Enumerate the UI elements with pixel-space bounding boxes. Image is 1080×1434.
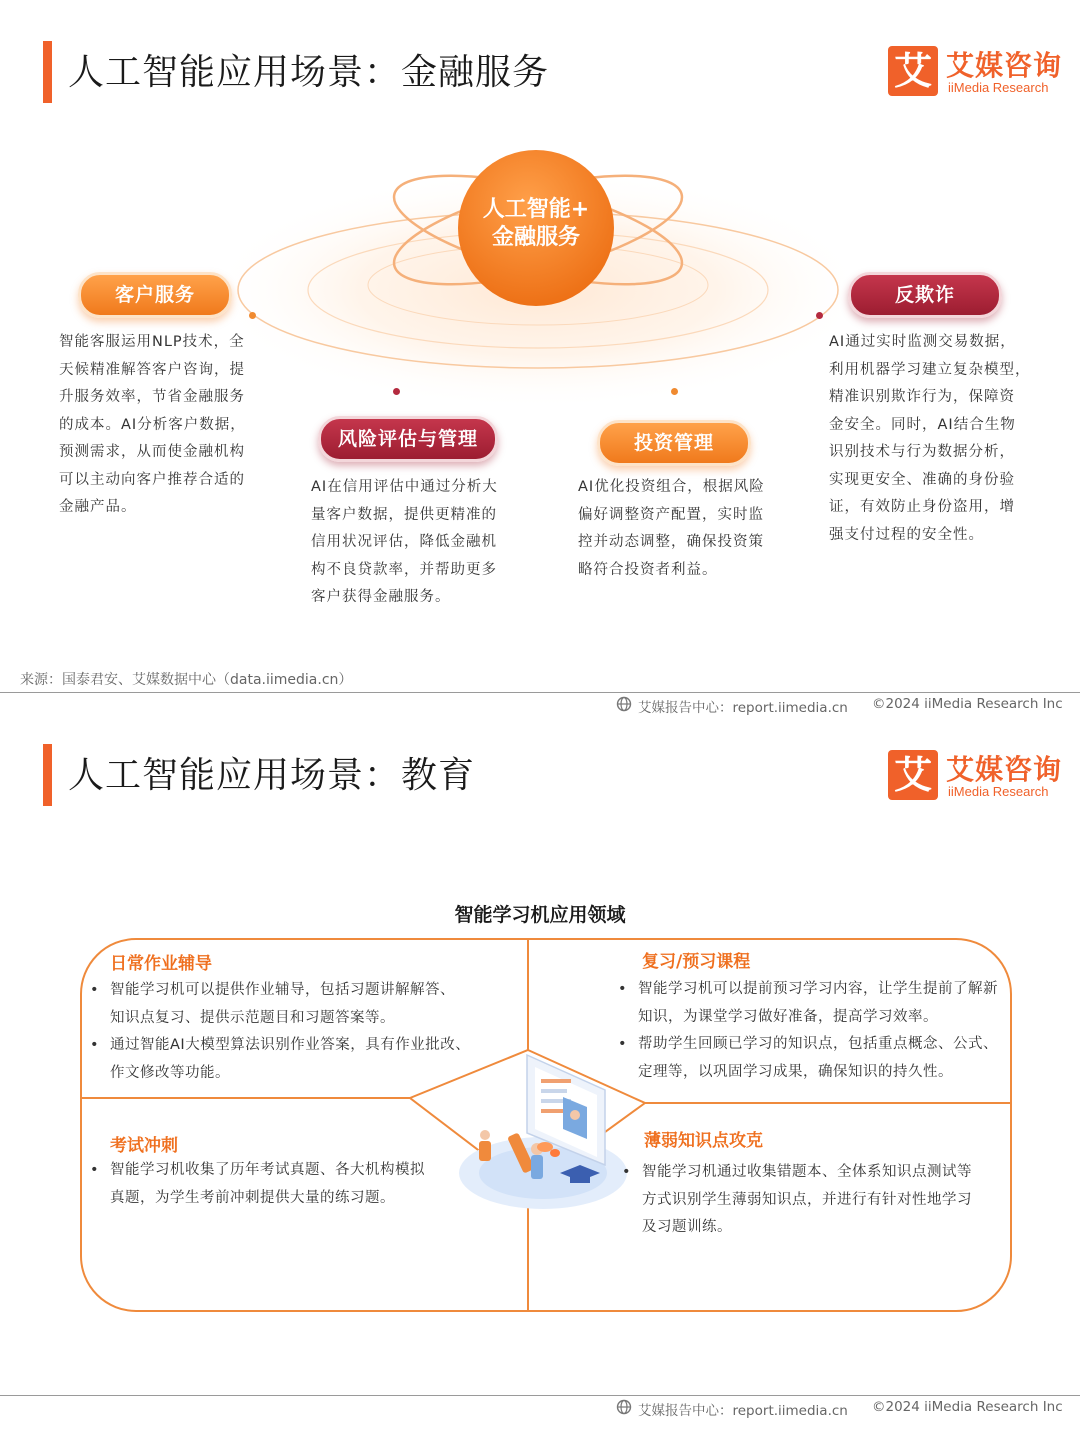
page-title-finance: 人工智能应用场景：金融服务 bbox=[68, 52, 550, 93]
text-line: 略符合投资者利益。 bbox=[578, 561, 718, 578]
text-line: 定理等，以巩固学习成果，确保知识的持久性。 bbox=[638, 1063, 953, 1080]
pill-anti-fraud: 反欺诈 bbox=[848, 272, 1002, 318]
text-line: 识别技术与行为数据分析， bbox=[829, 444, 1015, 460]
list-item bbox=[82, 977, 502, 1032]
text-line: • 智能学习机可以提前预习学习内容，让学生提前了解新 bbox=[638, 981, 998, 997]
brand-mark-icon: 艾 bbox=[888, 750, 938, 800]
quadrant-exam-list bbox=[82, 1157, 462, 1212]
text-line: 实现更安全、准确的身份验 bbox=[829, 471, 1015, 488]
brand-name-cn: 艾媒咨询 bbox=[946, 49, 1063, 82]
center-label-line2: 金融服务 bbox=[491, 225, 580, 250]
quadrant-weakpoints-title: 薄弱知识点攻克 bbox=[644, 1131, 763, 1151]
orbit-dot bbox=[249, 312, 256, 319]
investment-management-text bbox=[578, 474, 778, 584]
brand-name-cn: 艾媒咨询 bbox=[946, 753, 1063, 786]
brand-logo bbox=[888, 750, 1068, 806]
text-line: 知识，为课堂学习做好准备，提高学习效率。 bbox=[638, 1008, 938, 1025]
text-line: 客户获得金融服务。 bbox=[311, 589, 451, 605]
quadrant-weakpoints-list bbox=[614, 1159, 1004, 1242]
text-line: 知识点复习、提供示范题目和习题答案等。 bbox=[110, 1009, 395, 1026]
pill-customer-service: 客户服务 bbox=[78, 272, 232, 318]
orbit-dot bbox=[816, 312, 823, 319]
list-item bbox=[610, 1031, 1010, 1086]
text-line: 强支付过程的安全性。 bbox=[829, 526, 984, 543]
source-note: 来源：国泰君安、艾媒数据中心（data.iimedia.cn） bbox=[20, 672, 353, 688]
footer-divider bbox=[0, 1395, 1080, 1396]
text-line: 信用状况评估，降低金融机 bbox=[311, 534, 497, 550]
text-line: 智能客服运用NLP技术，全 bbox=[59, 334, 245, 350]
brand-name-en: iiMedia Research bbox=[948, 80, 1049, 95]
text-line: 升服务效率，节省金融服务 bbox=[59, 389, 245, 405]
footer-divider bbox=[0, 692, 1080, 693]
title-accent-bar bbox=[43, 41, 52, 103]
center-label-line1: 人工智能+ bbox=[482, 197, 590, 222]
list-item bbox=[82, 1032, 502, 1087]
text-line: 方式识别学生薄弱知识点，并进行有针对性地学习 bbox=[642, 1191, 972, 1208]
text-line: • 智能学习机可以提供作业辅导，包括习题讲解解答、 bbox=[110, 982, 455, 998]
education-heading: 智能学习机应用领域 bbox=[454, 904, 626, 926]
globe-icon bbox=[616, 696, 632, 712]
customer-service-text bbox=[59, 329, 259, 522]
globe-icon bbox=[616, 1399, 632, 1415]
list-item bbox=[610, 976, 1010, 1031]
text-line: 真题，为学生考前冲刺提供大量的练习题。 bbox=[110, 1189, 395, 1206]
brand-mark-icon: 艾 bbox=[888, 46, 938, 96]
footer-report-center: 艾媒报告中心：report.iimedia.cn bbox=[638, 700, 848, 716]
risk-management-text bbox=[311, 474, 511, 612]
text-line: 的成本。AI分析客户数据， bbox=[59, 416, 246, 433]
brand-logo bbox=[888, 46, 1068, 102]
center-label bbox=[456, 196, 616, 252]
pill-investment-management: 投资管理 bbox=[597, 420, 751, 466]
quadrant-review-list bbox=[610, 976, 1010, 1086]
text-line: AI通过实时监测交易数据， bbox=[829, 334, 1016, 350]
footer-copyright: ©2024 iiMedia Research Inc bbox=[872, 696, 1063, 712]
text-line: AI在信用评估中通过分析大 bbox=[311, 479, 498, 495]
text-line: AI优化投资组合，根据风险 bbox=[578, 479, 765, 495]
brand-name-en: iiMedia Research bbox=[948, 784, 1049, 799]
text-line: 利用机器学习建立复杂模型， bbox=[829, 361, 1031, 378]
orbit-dot bbox=[393, 388, 400, 395]
text-line: 及习题训练。 bbox=[642, 1219, 732, 1235]
title-accent-bar bbox=[43, 744, 52, 806]
orbit-illustration bbox=[200, 140, 880, 420]
text-line: 作文修改等功能。 bbox=[110, 1064, 230, 1081]
text-line: 金融产品。 bbox=[59, 499, 137, 515]
text-line: • 通过智能AI大模型算法识别作业答案，具有作业批改、 bbox=[110, 1037, 471, 1053]
footer-copyright: ©2024 iiMedia Research Inc bbox=[872, 1399, 1063, 1415]
quadrant-exam-title: 考试冲刺 bbox=[110, 1136, 178, 1156]
text-line: 证，有效防止身份盗用，增 bbox=[829, 499, 1015, 515]
text-line: 天候精准解答客户咨询，提 bbox=[59, 361, 245, 378]
text-line: • 智能学习机通过收集错题本、全体系知识点测试等 bbox=[642, 1164, 972, 1180]
text-line: 金安全。同时，AI结合生物 bbox=[829, 416, 1016, 433]
text-line: 控并动态调整，确保投资策 bbox=[578, 534, 764, 550]
orbit-dot bbox=[671, 388, 678, 395]
quadrant-homework-title: 日常作业辅导 bbox=[110, 954, 212, 974]
text-line: 精准识别欺诈行为，保障资 bbox=[829, 389, 1015, 405]
text-line: 构不良贷款率，并帮助更多 bbox=[311, 561, 497, 578]
text-line: 预测需求，从而使金融机构 bbox=[59, 444, 245, 460]
page-title-education: 人工智能应用场景：教育 bbox=[68, 755, 476, 796]
pill-risk-management: 风险评估与管理 bbox=[318, 416, 498, 462]
anti-fraud-text bbox=[829, 329, 1039, 549]
list-item bbox=[614, 1159, 1004, 1242]
quadrant-homework-list bbox=[82, 977, 502, 1087]
quadrant-review-title: 复习/预习课程 bbox=[642, 952, 751, 972]
text-line: • 智能学习机收集了历年考试真题、各大机构模拟 bbox=[110, 1162, 425, 1178]
footer-report-center: 艾媒报告中心：report.iimedia.cn bbox=[638, 1403, 848, 1419]
text-line: 偏好调整资产配置，实时监 bbox=[578, 506, 764, 523]
list-item bbox=[82, 1157, 462, 1212]
text-line: 可以主动向客户推荐合适的 bbox=[59, 471, 245, 488]
text-line: • 帮助学生回顾已学习的知识点，包括重点概念、公式、 bbox=[638, 1036, 998, 1052]
text-line: 量客户数据，提供更精准的 bbox=[311, 506, 497, 523]
